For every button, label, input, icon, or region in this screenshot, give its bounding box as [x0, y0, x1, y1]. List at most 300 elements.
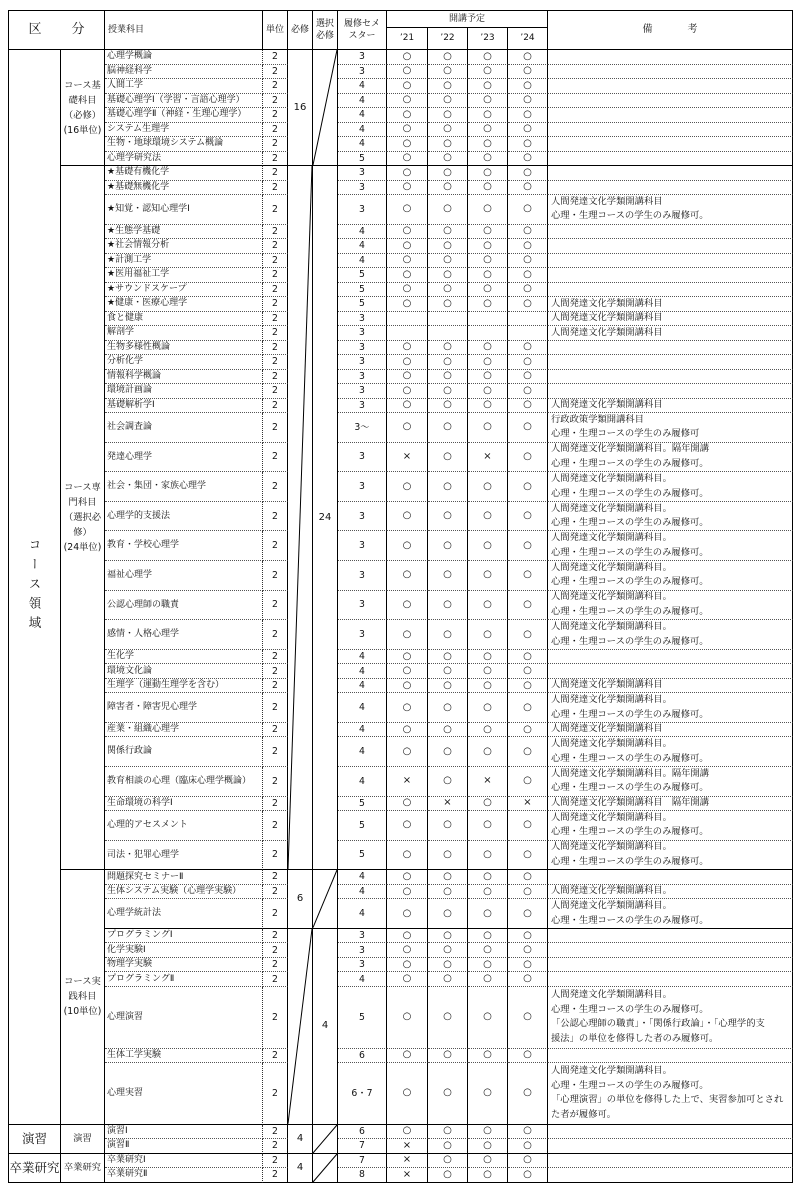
- semester-cell: 6: [338, 1125, 387, 1140]
- semester-cell: 4: [338, 225, 387, 240]
- credits-cell: 2: [263, 972, 288, 987]
- semester-cell: 4: [338, 870, 387, 885]
- year-mark-cell: ○: [508, 972, 548, 987]
- semester-cell: 5: [338, 841, 387, 871]
- credits-cell: 2: [263, 1139, 288, 1154]
- year-mark-cell: ○: [508, 254, 548, 269]
- year-mark-cell: ×: [428, 797, 468, 812]
- diagonal-slash: [313, 50, 337, 165]
- year-mark-cell: ○: [508, 341, 548, 356]
- subject-cell: 心理学統計法: [105, 899, 263, 929]
- remarks-cell: [548, 413, 793, 443]
- subject-cell: ★サウンドスケープ: [105, 283, 263, 298]
- remarks-cell: [548, 283, 793, 298]
- subject-cell: プログラミングⅠ: [105, 929, 263, 944]
- year-mark-cell: ○: [468, 181, 508, 196]
- year-mark-cell: ○: [508, 591, 548, 621]
- year-mark-cell: ○: [468, 531, 508, 561]
- category-label-line: (10単位): [63, 1006, 102, 1018]
- elective-required-credits-cell: [313, 1154, 338, 1183]
- subject-cell: 心理学概論: [105, 50, 263, 65]
- year-mark-cell: ○: [387, 1125, 428, 1140]
- year-mark-cell: ○: [468, 1049, 508, 1064]
- subject-cell: 社会調査論: [105, 413, 263, 443]
- remarks-cell: [548, 929, 793, 944]
- category-label-line: 践科目: [68, 991, 97, 1003]
- remark-line: 心理・生理コースの学生のみ履修可。: [551, 517, 709, 529]
- credits-cell: 2: [263, 355, 288, 370]
- category-label-line: (16単位): [63, 124, 102, 136]
- year-mark-cell: ○: [508, 958, 548, 973]
- year-mark-cell: ○: [468, 870, 508, 885]
- year-mark-cell: ○: [508, 297, 548, 312]
- credits-cell: 2: [263, 65, 288, 80]
- credits-cell: 2: [263, 620, 288, 650]
- semester-cell: 3: [338, 312, 387, 327]
- year-mark-cell: ○: [508, 239, 548, 254]
- remarks-cell: [548, 297, 793, 312]
- required-credits-cell: 6: [288, 870, 313, 929]
- diagonal-slash: [313, 1125, 337, 1153]
- year-mark-cell: ○: [387, 65, 428, 80]
- remark-line: 人間発達文化学類開講科目: [551, 312, 663, 324]
- year-mark-cell: ○: [428, 841, 468, 871]
- semester-cell: 3: [338, 355, 387, 370]
- remark-line: 人間発達文化学類開講科目: [551, 679, 663, 691]
- credits-cell: 2: [263, 502, 288, 532]
- credits-cell: 2: [263, 297, 288, 312]
- year-mark-cell: ○: [387, 195, 428, 225]
- year-mark-cell: ○: [468, 502, 508, 532]
- subject-cell: 基礎心理学Ⅰ（学習・言語心理学）: [105, 94, 263, 109]
- year-mark-cell: ○: [508, 225, 548, 240]
- diagonal-slash: [288, 166, 312, 869]
- year-mark-cell: ○: [508, 370, 548, 385]
- year-mark-cell: ○: [468, 591, 508, 621]
- year-mark-cell: ○: [508, 1154, 548, 1169]
- credits-cell: 2: [263, 1063, 288, 1125]
- required-credits-cell: 4: [288, 1125, 313, 1154]
- remarks-cell: [548, 679, 793, 694]
- subject-cell: 司法・犯罪心理学: [105, 841, 263, 871]
- category-label: [61, 1154, 105, 1183]
- semester-cell: 3: [338, 370, 387, 385]
- year-mark-cell: ×: [387, 767, 428, 797]
- year-mark-cell: ○: [387, 50, 428, 65]
- remark-line: 人間発達文化学類開講科目: [551, 195, 663, 207]
- year-mark-cell: ○: [387, 797, 428, 812]
- subject-cell: 公認心理師の職責: [105, 591, 263, 621]
- subject-cell: 障害者・障害児心理学: [105, 693, 263, 723]
- remark-line: 人間発達文化学類開講科目: [551, 723, 663, 735]
- year-mark-cell: ○: [508, 929, 548, 944]
- year-mark-cell: ○: [508, 413, 548, 443]
- year-mark-cell: ○: [508, 811, 548, 841]
- year-mark-cell: ○: [508, 268, 548, 283]
- year-mark-cell: ○: [387, 737, 428, 767]
- subject-cell: 生体工学実験: [105, 1049, 263, 1064]
- remarks-cell: [548, 50, 793, 65]
- year-mark-cell: ○: [508, 1139, 548, 1154]
- remarks-cell: [548, 341, 793, 356]
- remarks-cell: [548, 561, 793, 591]
- year-mark-cell: ○: [387, 1063, 428, 1125]
- semester-cell: 3: [338, 561, 387, 591]
- year-mark-cell: ○: [468, 693, 508, 723]
- year-mark-cell: ○: [468, 899, 508, 929]
- semester-cell: 3: [338, 195, 387, 225]
- year-mark-cell: ○: [468, 254, 508, 269]
- year-mark-cell: ○: [428, 472, 468, 502]
- header-credits: 単位: [263, 11, 288, 50]
- year-mark-cell: ○: [387, 297, 428, 312]
- year-mark-cell: ○: [428, 767, 468, 797]
- year-mark-cell: ○: [428, 664, 468, 679]
- remarks-cell: [548, 65, 793, 80]
- semester-cell: 4: [338, 137, 387, 152]
- credits-cell: 2: [263, 94, 288, 109]
- subject-cell: 生物・地球環境システム概論: [105, 137, 263, 152]
- year-mark-cell: ○: [387, 723, 428, 738]
- year-mark-cell: ○: [428, 1063, 468, 1125]
- remarks-cell: [548, 399, 793, 414]
- year-mark-cell: ○: [508, 502, 548, 532]
- year-mark-cell: ○: [428, 591, 468, 621]
- semester-cell: 4: [338, 899, 387, 929]
- year-mark-cell: ○: [428, 723, 468, 738]
- year-mark-cell: ○: [468, 1168, 508, 1183]
- semester-cell: 4: [338, 239, 387, 254]
- credits-cell: 2: [263, 254, 288, 269]
- year-mark-cell: ○: [468, 561, 508, 591]
- remarks-cell: [548, 723, 793, 738]
- year-mark-cell: ○: [468, 341, 508, 356]
- year-mark-cell: ○: [508, 885, 548, 900]
- year-mark-cell: ○: [468, 723, 508, 738]
- credits-cell: 2: [263, 370, 288, 385]
- remarks-cell: [548, 137, 793, 152]
- credits-cell: 2: [263, 958, 288, 973]
- semester-cell: 3: [338, 166, 387, 181]
- year-mark-cell: ○: [508, 166, 548, 181]
- remarks-cell: [548, 811, 793, 841]
- year-mark-cell: ○: [508, 620, 548, 650]
- year-mark-cell: ○: [468, 94, 508, 109]
- remark-line: 心理・生理コースの学生のみ履修可: [551, 428, 700, 440]
- year-mark-cell: ○: [468, 737, 508, 767]
- year-mark-cell: ○: [508, 899, 548, 929]
- subject-cell: ★健康・医療心理学: [105, 297, 263, 312]
- credits-cell: 2: [263, 664, 288, 679]
- area-label: 卒業研究: [9, 1154, 61, 1183]
- year-mark-cell: ○: [387, 943, 428, 958]
- credits-cell: 2: [263, 472, 288, 502]
- year-mark-cell: ○: [468, 65, 508, 80]
- credits-cell: 2: [263, 443, 288, 473]
- year-mark-cell: ○: [387, 123, 428, 138]
- year-mark-cell: ○: [428, 899, 468, 929]
- credits-cell: 2: [263, 899, 288, 929]
- remark-line: 心理・生理コースの学生のみ履修可。: [551, 605, 709, 617]
- remarks-cell: [548, 797, 793, 812]
- year-mark-cell: [468, 312, 508, 327]
- year-mark-cell: ○: [387, 1049, 428, 1064]
- remarks-cell: [548, 1063, 793, 1125]
- remarks-cell: [548, 239, 793, 254]
- required-credits-cell: 16: [288, 50, 313, 166]
- subject-cell: ★基礎無機化学: [105, 181, 263, 196]
- year-mark-cell: ○: [508, 355, 548, 370]
- year-mark-cell: ×: [468, 767, 508, 797]
- header-schedule: 開講予定: [387, 11, 548, 28]
- year-mark-cell: ○: [428, 79, 468, 94]
- required-credits-cell: [288, 166, 313, 870]
- credits-cell: 2: [263, 591, 288, 621]
- year-mark-cell: ○: [468, 987, 508, 1049]
- remarks-cell: [548, 841, 793, 871]
- credits-cell: 2: [263, 268, 288, 283]
- year-mark-cell: ×: [387, 443, 428, 473]
- year-mark-cell: ○: [387, 137, 428, 152]
- credits-cell: 2: [263, 225, 288, 240]
- credits-cell: 2: [263, 723, 288, 738]
- year-mark-cell: ○: [468, 972, 508, 987]
- year-mark-cell: ○: [508, 65, 548, 80]
- subject-cell: 解剖学: [105, 326, 263, 341]
- subject-cell: ★計測工学: [105, 254, 263, 269]
- subject-cell: 物理学実験: [105, 958, 263, 973]
- credits-cell: 2: [263, 312, 288, 327]
- remarks-cell: [548, 1139, 793, 1154]
- year-mark-cell: ○: [508, 50, 548, 65]
- year-mark-cell: ○: [508, 443, 548, 473]
- year-mark-cell: ○: [387, 972, 428, 987]
- subject-cell: 心理実習: [105, 1063, 263, 1125]
- remark-line: 人間発達文化学類開講科目。: [551, 841, 672, 853]
- header-required: 必修: [288, 11, 313, 50]
- remark-line: 人間発達文化学類開講科目。: [551, 989, 672, 1001]
- diagonal-slash: [313, 870, 337, 928]
- subject-cell: 心理演習: [105, 987, 263, 1049]
- credits-cell: 2: [263, 1125, 288, 1140]
- year-mark-cell: ○: [468, 399, 508, 414]
- semester-cell: 3: [338, 929, 387, 944]
- credits-cell: 2: [263, 283, 288, 298]
- subject-cell: 脳神経科学: [105, 65, 263, 80]
- category-label: [61, 50, 105, 166]
- category-label-line: (24単位): [63, 542, 102, 554]
- year-mark-cell: ○: [387, 591, 428, 621]
- subject-cell: 心理学的支援法: [105, 502, 263, 532]
- year-mark-cell: ○: [468, 123, 508, 138]
- remark-line: 人間発達文化学類開講科目。: [551, 900, 672, 912]
- credits-cell: 2: [263, 108, 288, 123]
- credits-cell: 2: [263, 326, 288, 341]
- credits-cell: 2: [263, 181, 288, 196]
- year-mark-cell: ○: [387, 841, 428, 871]
- year-mark-cell: ○: [468, 1125, 508, 1140]
- remark-line: 人間発達文化学類開講科目。: [551, 472, 672, 484]
- year-mark-cell: ○: [387, 502, 428, 532]
- remark-line: 心理・生理コースの学生のみ履修可。: [551, 457, 709, 469]
- year-mark-cell: ○: [468, 152, 508, 167]
- year-mark-cell: ○: [468, 108, 508, 123]
- year-mark-cell: ○: [508, 664, 548, 679]
- header-year: ’22: [428, 28, 468, 50]
- subject-cell: ★生態学基礎: [105, 225, 263, 240]
- credits-cell: 2: [263, 679, 288, 694]
- year-mark-cell: ○: [468, 268, 508, 283]
- year-mark-cell: ○: [468, 1154, 508, 1169]
- year-mark-cell: ○: [428, 811, 468, 841]
- year-mark-cell: ○: [428, 94, 468, 109]
- year-mark-cell: [508, 312, 548, 327]
- credits-cell: 2: [263, 137, 288, 152]
- remarks-cell: [548, 326, 793, 341]
- subject-cell: プログラミングⅡ: [105, 972, 263, 987]
- credits-cell: 2: [263, 399, 288, 414]
- category-label-line: 門科目: [68, 497, 97, 509]
- year-mark-cell: ○: [468, 929, 508, 944]
- credits-cell: 2: [263, 561, 288, 591]
- subject-cell: 生命環境の科学Ⅰ: [105, 797, 263, 812]
- subject-cell: 生理学（運動生理学を含む）: [105, 679, 263, 694]
- year-mark-cell: ○: [508, 283, 548, 298]
- year-mark-cell: ○: [508, 870, 548, 885]
- semester-cell: 3: [338, 958, 387, 973]
- subject-cell: ★医用福祉工学: [105, 268, 263, 283]
- remarks-cell: [548, 943, 793, 958]
- remark-line: 人間発達文化学類開講科目。: [551, 502, 672, 514]
- diagonal-slash: [313, 1154, 337, 1182]
- year-mark-cell: ○: [428, 650, 468, 665]
- year-mark-cell: ○: [428, 443, 468, 473]
- year-mark-cell: ○: [508, 399, 548, 414]
- credits-cell: 2: [263, 737, 288, 767]
- year-mark-cell: ○: [428, 1168, 468, 1183]
- semester-cell: 4: [338, 123, 387, 138]
- year-mark-cell: ○: [468, 1139, 508, 1154]
- year-mark-cell: ○: [468, 239, 508, 254]
- subject-cell: 化学実験Ⅰ: [105, 943, 263, 958]
- remarks-cell: [548, 693, 793, 723]
- year-mark-cell: ○: [428, 297, 468, 312]
- year-mark-cell: ○: [508, 531, 548, 561]
- credits-cell: 2: [263, 943, 288, 958]
- year-mark-cell: ○: [428, 195, 468, 225]
- year-mark-cell: ○: [387, 899, 428, 929]
- year-mark-cell: ○: [508, 841, 548, 871]
- semester-cell: 3: [338, 502, 387, 532]
- year-mark-cell: ○: [428, 123, 468, 138]
- year-mark-cell: ○: [387, 254, 428, 269]
- subject-cell: 基礎心理学Ⅱ（神経・生理心理学）: [105, 108, 263, 123]
- year-mark-cell: ○: [387, 929, 428, 944]
- year-mark-cell: ○: [468, 355, 508, 370]
- subject-cell: 発達心理学: [105, 443, 263, 473]
- year-mark-cell: ○: [508, 561, 548, 591]
- semester-cell: 6・7: [338, 1063, 387, 1125]
- year-mark-cell: ○: [428, 341, 468, 356]
- year-mark-cell: ○: [428, 693, 468, 723]
- credits-cell: 2: [263, 885, 288, 900]
- subject-cell: 感情・人格心理学: [105, 620, 263, 650]
- year-mark-cell: ○: [428, 885, 468, 900]
- year-mark-cell: ○: [508, 1063, 548, 1125]
- year-mark-cell: ○: [387, 399, 428, 414]
- semester-cell: 3: [338, 472, 387, 502]
- remarks-cell: [548, 899, 793, 929]
- year-mark-cell: ○: [428, 399, 468, 414]
- year-mark-cell: ○: [508, 472, 548, 502]
- subject-cell: 環境文化論: [105, 664, 263, 679]
- remarks-cell: [548, 987, 793, 1049]
- diagonal-slash-line: [313, 1125, 337, 1153]
- semester-cell: 7: [338, 1154, 387, 1169]
- remark-line: 心理・生理コースの学生のみ履修可。: [551, 635, 709, 647]
- category-label-line: コース専: [64, 482, 101, 494]
- year-mark-cell: ○: [387, 958, 428, 973]
- remark-line: 人間発達文化学類開講科目。: [551, 1065, 672, 1077]
- year-mark-cell: ○: [468, 413, 508, 443]
- remarks-cell: [548, 650, 793, 665]
- year-mark-cell: ○: [387, 152, 428, 167]
- elective-required-credits-cell: [313, 50, 338, 166]
- credits-cell: 2: [263, 413, 288, 443]
- year-mark-cell: ○: [508, 987, 548, 1049]
- year-mark-cell: ○: [508, 650, 548, 665]
- remarks-cell: [548, 268, 793, 283]
- remarks-cell: [548, 254, 793, 269]
- year-mark-cell: [468, 326, 508, 341]
- credits-cell: 2: [263, 123, 288, 138]
- year-mark-cell: ○: [387, 225, 428, 240]
- elective-required-credits-cell: [313, 870, 338, 929]
- year-mark-cell: ○: [428, 972, 468, 987]
- remark-line: 人間発達文化学類開講科目。: [551, 811, 672, 823]
- category-label-line: 卒業研究: [63, 1162, 102, 1174]
- year-mark-cell: ○: [387, 283, 428, 298]
- year-mark-cell: ○: [428, 65, 468, 80]
- credits-cell: 2: [263, 767, 288, 797]
- remarks-cell: [548, 870, 793, 885]
- year-mark-cell: ○: [468, 620, 508, 650]
- year-mark-cell: ○: [508, 679, 548, 694]
- year-mark-cell: ○: [468, 1063, 508, 1125]
- semester-cell: 4: [338, 254, 387, 269]
- subject-cell: 教育相談の心理（臨床心理学概論）: [105, 767, 263, 797]
- remark-line: 心理・生理コースの学生のみ履修可。: [551, 856, 709, 868]
- semester-cell: 3: [338, 591, 387, 621]
- semester-cell: 6: [338, 1049, 387, 1064]
- year-mark-cell: ○: [468, 79, 508, 94]
- year-mark-cell: [428, 326, 468, 341]
- semester-cell: 3: [338, 384, 387, 399]
- year-mark-cell: ○: [428, 254, 468, 269]
- semester-cell: 5: [338, 987, 387, 1049]
- year-mark-cell: ○: [428, 239, 468, 254]
- semester-cell: 3〜: [338, 413, 387, 443]
- remarks-cell: [548, 108, 793, 123]
- subject-cell: ★知覚・認知心理学Ⅰ: [105, 195, 263, 225]
- credits-cell: 2: [263, 195, 288, 225]
- subject-cell: 生化学: [105, 650, 263, 665]
- credits-cell: 2: [263, 650, 288, 665]
- year-mark-cell: ×: [387, 1139, 428, 1154]
- remarks-cell: [548, 94, 793, 109]
- credits-cell: 2: [263, 987, 288, 1049]
- year-mark-cell: ○: [387, 108, 428, 123]
